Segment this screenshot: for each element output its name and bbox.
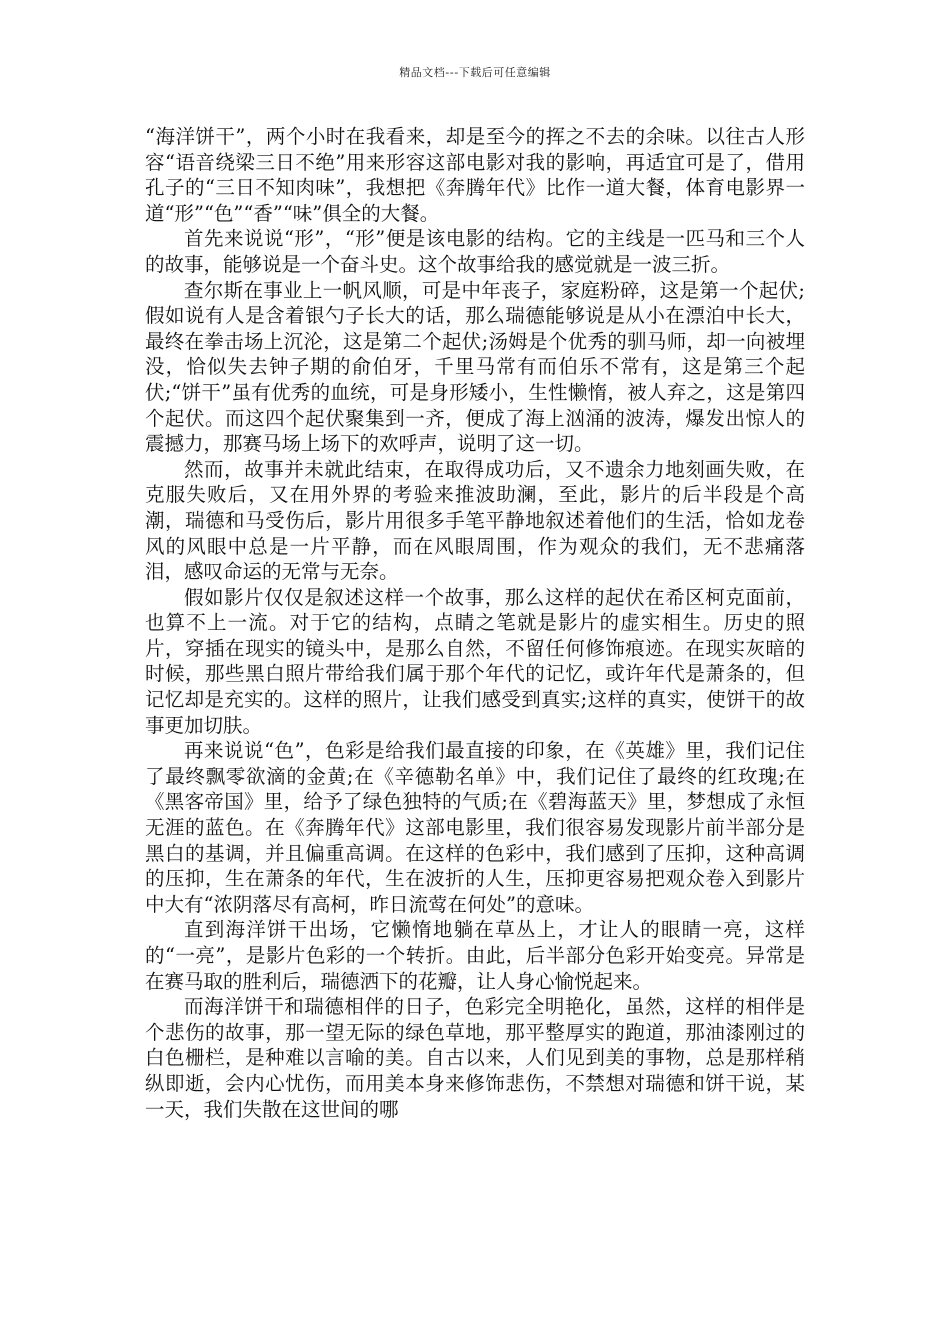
paragraph: 而海洋饼干和瑞德相伴的日子，色彩完全明艳化，虽然，这样的相伴是个悲伤的故事，那一望无际的绿色草地，那平整厚实的跑道，那油漆刚过的白色栅栏，是种难以言喻的美。自古以来，人们见到美的事物，总是那样稍纵即逝，会内心忧伤，而用美本身来修饰悲伤，不禁想对瑞德和饼干说，某一天，我们失散在这世间的哪	[145, 995, 805, 1121]
paragraph: “海洋饼干”，两个小时在我看来，却是至今的挥之不去的余味。以往古人形容“语音绕梁三日不绝”用来形容这部电影对我的影响，再适宜可是了，借用孔子的“三日不知肉味”，我想把《奔腾年代》比作一道大餐，体育电影界一道“形”“色”“香”“味”俱全的大餐。	[145, 125, 805, 225]
paragraph: 查尔斯在事业上一帆风顺，可是中年丧子，家庭粉碎，这是第一个起伏;假如说有人是含着银勺子长大的话，那么瑞德能够说是从小在漂泊中长大，最终在拳击场上沉沦，这是第二个起伏;汤姆是个优秀的驯马师，却一向被埋没，恰似失去钟子期的俞伯牙，千里马常有而伯乐不常有，这是第三个起伏;“饼干”虽有优秀的血统，可是身形矮小，生性懒惰，被人弃之，这是第四个起伏。而这四个起伏聚集到一齐，便成了海上汹涌的波涛，爆发出惊人的震撼力，那赛马场上场下的欢呼声，说明了这一切。	[145, 278, 805, 456]
article-body	[145, 124, 805, 1122]
paragraph: 再来说说“色”，色彩是给我们最直接的印象，在《英雄》里，我们记住了最终飘零欲滴的金黄;在《辛德勒名单》中，我们记住了最终的红玫瑰;在《黑客帝国》里，给予了绿色独特的气质;在《碧海蓝天》里，梦想成了永恒无涯的蓝色。在《奔腾年代》这部电影里，我们很容易发现影片前半部分是黑白的基调，并且偏重高调。在这样的色彩中，我们感到了压抑，这种高调的压抑，生在萧条的年代，生在波折的人生，压抑更容易把观众卷入到影片中大有“浓阴落尽有高柯，昨日流莺在何处”的意味。	[145, 739, 805, 916]
paragraph: 假如影片仅仅是叙述这样一个故事，那么这样的起伏在希区柯克面前，也算不上一流。对于它的结构，点睛之笔就是影片的虚实相生。历史的照片，穿插在现实的镜头中，是那么自然，不留任何修饰痕迹。在现实灰暗的时候，那些黑白照片带给我们属于那个年代的记忆，或许年代是萧条的，但记忆却是充实的。这样的照片，让我们感受到真实;这样的真实，使饼干的故事更加切肤。	[145, 585, 805, 737]
paragraph: 然而，故事并未就此结束，在取得成功后，又不遗余力地刻画失败，在克服失败后，又在用外界的考验来推波助澜，至此，影片的后半段是个高潮，瑞德和马受伤后，影片用很多手笔平静地叙述着他们的生活，恰如龙卷风的风眼中总是一片平静，而在风眼周围，作为观众的我们，无不悲痛落泪，感叹命运的无常与无奈。	[145, 457, 805, 584]
paragraph: 首先来说说“形”，“形”便是该电影的结构。它的主线是一匹马和三个人的故事，能够说是一个奋斗史。这个故事给我的感觉就是一波三折。	[145, 227, 805, 276]
paragraph: 直到海洋饼干出场，它懒惰地躺在草丛上，才让人的眼睛一亮，这样的“一亮”，是影片色彩的一个转折。由此，后半部分色彩开始变亮。异常是在赛马取的胜利后，瑞德洒下的花瓣，让人身心愉悦起来。	[145, 918, 805, 993]
page-header: 精品文档---下载后可任意编辑	[399, 66, 551, 79]
